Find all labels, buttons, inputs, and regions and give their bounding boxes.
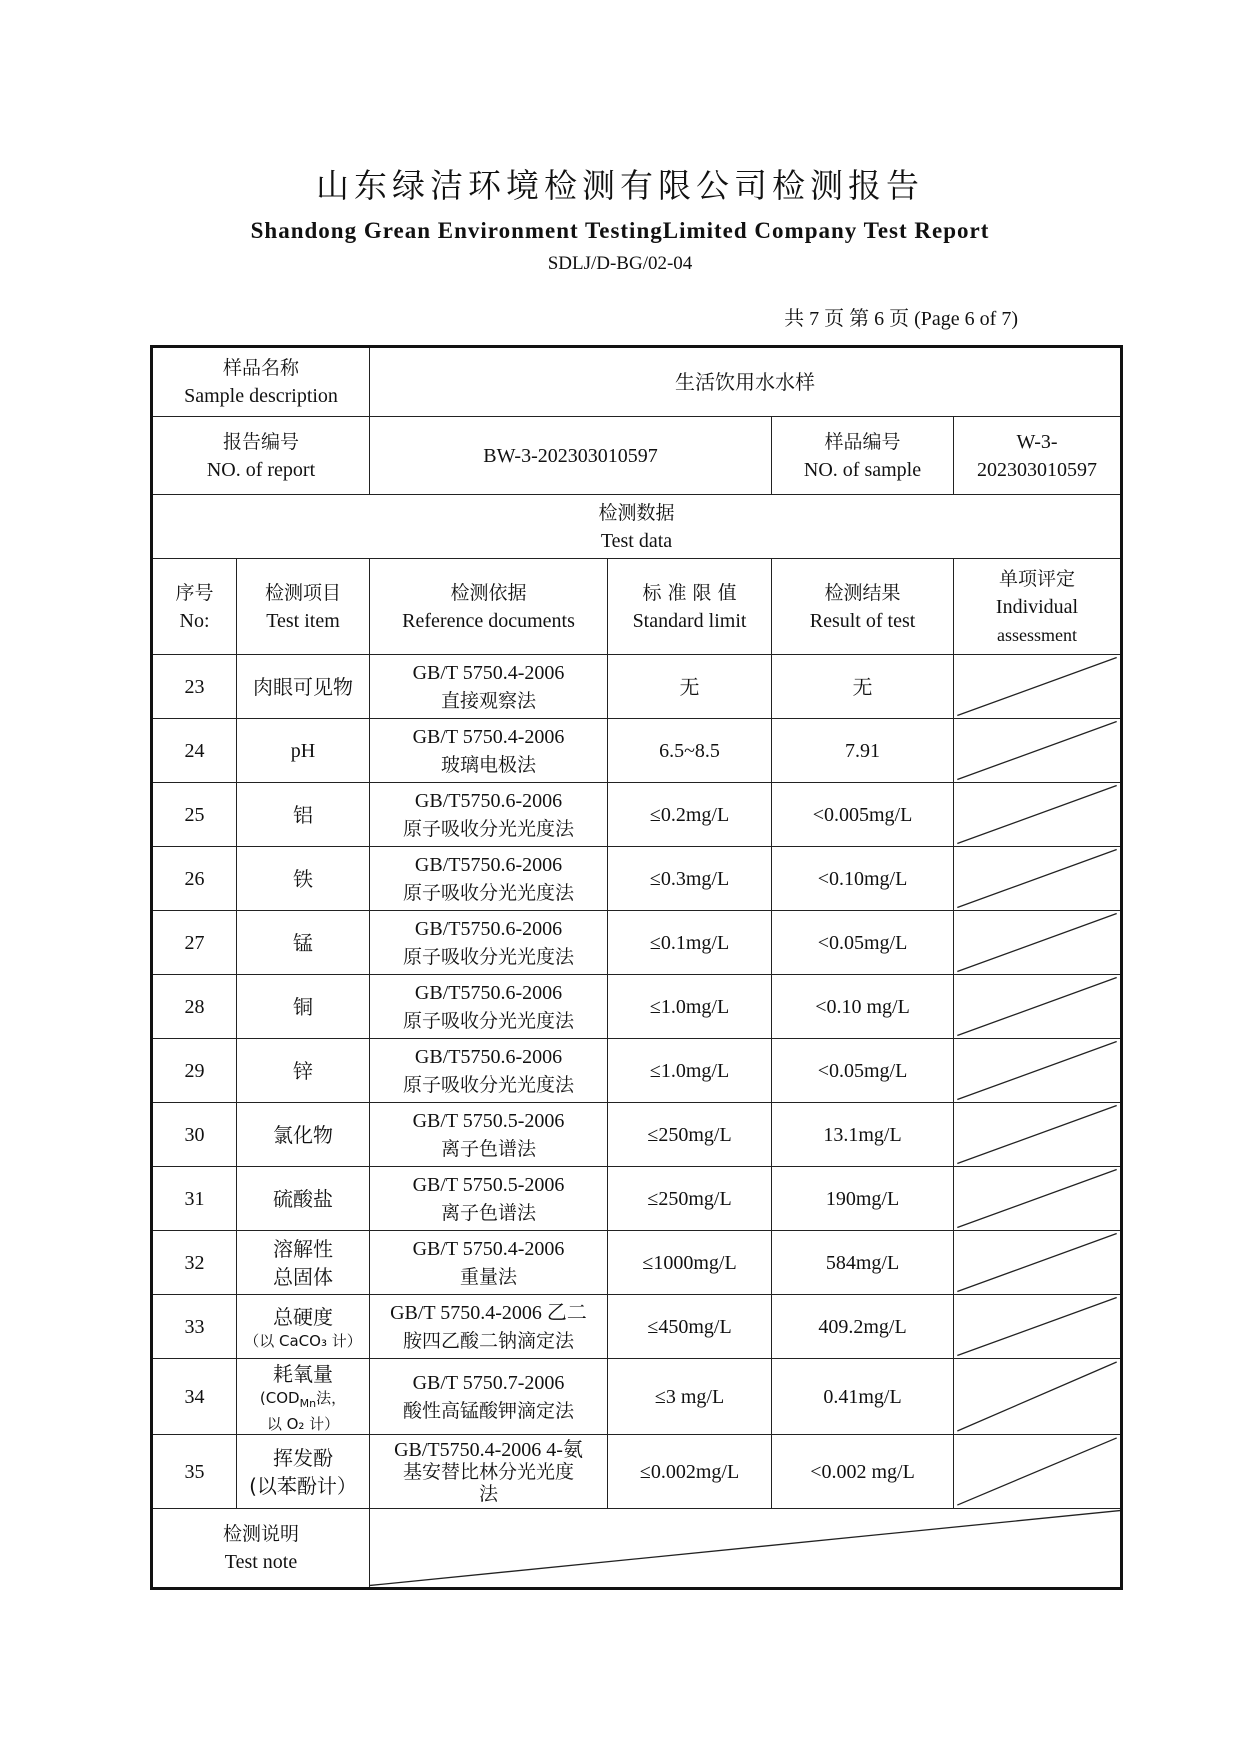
- diagonal-strike-icon: [954, 719, 1120, 782]
- reference-document: [370, 1295, 608, 1359]
- diagonal-strike-icon: [954, 847, 1120, 910]
- test-item-name: 铝: [293, 802, 313, 827]
- assessment-cell: [954, 847, 1122, 911]
- diagonal-strike-icon: [954, 1103, 1120, 1166]
- test-result: 409.2mg/L: [772, 1295, 954, 1359]
- table-row: [152, 1435, 1122, 1509]
- sample-no-label-cn: 样品编号: [824, 430, 901, 453]
- diagonal-strike-icon: [954, 783, 1120, 846]
- report-title-en: Shandong Grean Environment TestingLimited Company Test Report: [250, 218, 990, 243]
- reference-document: [370, 1167, 608, 1231]
- col-header-reference-cn: 检测依据: [450, 581, 527, 604]
- col-header-assessment: [954, 559, 1122, 655]
- reference-document: [370, 719, 608, 783]
- reference-line: 原子吸收分光光度法: [403, 817, 575, 840]
- sample-description-value: 生活饮用水水样: [370, 347, 1122, 417]
- column-header-row: [152, 559, 1122, 655]
- standard-limit: ≤250mg/L: [608, 1103, 772, 1167]
- page-info: 共 7 页 第 6 页 (Page 6 of 7): [784, 308, 1018, 330]
- test-item-subscript: Mn: [299, 1396, 317, 1410]
- diagonal-strike-icon: [954, 1039, 1120, 1102]
- diagonal-strike-icon: [954, 1295, 1120, 1358]
- row-number: 35: [152, 1435, 237, 1509]
- test-note-label-cell: [152, 1509, 370, 1589]
- reference-document: [370, 1103, 608, 1167]
- assessment-cell: [954, 655, 1122, 719]
- col-header-no: [152, 559, 237, 655]
- table-row: [152, 655, 1122, 719]
- test-item-name: 锌: [293, 1058, 313, 1083]
- col-header-assessment-en2: assessment: [997, 624, 1078, 645]
- col-header-assessment-en1: Individual: [995, 595, 1079, 618]
- reference-document: [370, 847, 608, 911]
- assessment-cell: [954, 975, 1122, 1039]
- reference-line: 直接观察法: [441, 689, 537, 712]
- reference-line: 原子吸收分光光度法: [403, 881, 575, 904]
- report-table: [150, 345, 1123, 1590]
- col-header-result: [772, 559, 954, 655]
- reference-document: [370, 655, 608, 719]
- reference-line: GB/T 5750.5-2006: [412, 1109, 565, 1132]
- row-number: 24: [152, 719, 237, 783]
- reference-document: [370, 1039, 608, 1103]
- test-item: [237, 847, 370, 911]
- report-no-label-en: NO. of report: [206, 458, 316, 481]
- test-item-name: 铜: [293, 994, 313, 1019]
- test-item-name: 锰: [293, 930, 313, 955]
- standard-limit: ≤0.2mg/L: [608, 783, 772, 847]
- reference-line: 基安替比林分光光度: [403, 1460, 575, 1483]
- col-header-limit: [608, 559, 772, 655]
- reference-document: [370, 975, 608, 1039]
- document-code: SDLJ/D-BG/02-04: [547, 253, 693, 274]
- col-header-item-cn: 检测项目: [265, 581, 342, 604]
- reference-line: 法: [479, 1482, 499, 1505]
- test-result: 584mg/L: [772, 1231, 954, 1295]
- diagonal-strike-icon: [954, 1167, 1120, 1230]
- test-item-qualifier-text: (COD: [259, 1388, 300, 1407]
- test-item-qualifier: (以苯酚计）: [249, 1473, 357, 1498]
- table-row: [152, 1103, 1122, 1167]
- report-title-cn: 山东绿洁环境检测有限公司检测报告: [316, 166, 924, 205]
- reference-line: GB/T 5750.4-2006: [412, 725, 565, 748]
- standard-limit: ≤0.1mg/L: [608, 911, 772, 975]
- table-row: [152, 783, 1122, 847]
- test-result: <0.005mg/L: [772, 783, 954, 847]
- test-note-label-cn: 检测说明: [223, 1523, 300, 1545]
- diagonal-strike-icon: [954, 655, 1120, 718]
- standard-limit: ≤1.0mg/L: [608, 975, 772, 1039]
- report-no-label-cn: 报告编号: [223, 430, 300, 453]
- table-row: [152, 1231, 1122, 1295]
- reference-line: GB/T5750.6-2006: [414, 853, 563, 876]
- section-title-row: [152, 495, 1122, 559]
- reference-line: 离子色谱法: [441, 1201, 537, 1224]
- reference-document: [370, 1359, 608, 1435]
- col-header-reference-en: Reference documents: [402, 609, 575, 632]
- col-header-reference: [370, 559, 608, 655]
- test-result: 0.41mg/L: [772, 1359, 954, 1435]
- section-title-cn: 检测数据: [598, 501, 675, 524]
- reference-line: 酸性高锰酸钾滴定法: [403, 1399, 575, 1422]
- assessment-cell: [954, 719, 1122, 783]
- row-number: 28: [152, 975, 237, 1039]
- report-number-row: [152, 417, 1122, 495]
- reference-document: [370, 783, 608, 847]
- test-item: [237, 719, 370, 783]
- test-result: <0.05mg/L: [772, 911, 954, 975]
- assessment-cell: [954, 1295, 1122, 1359]
- sample-label-cell: [152, 347, 370, 417]
- reference-line: 原子吸收分光光度法: [403, 945, 575, 968]
- test-item-name: 耗氧量: [273, 1361, 333, 1386]
- row-number: 31: [152, 1167, 237, 1231]
- test-item-name: 铁: [293, 866, 313, 891]
- row-number: 23: [152, 655, 237, 719]
- section-title-cell: [152, 495, 1122, 559]
- standard-limit: ≤1000mg/L: [608, 1231, 772, 1295]
- test-item-qualifier: 总固体: [273, 1264, 333, 1289]
- reference-line: GB/T5750.6-2006: [414, 789, 563, 812]
- standard-limit: ≤0.002mg/L: [608, 1435, 772, 1509]
- row-number: 27: [152, 911, 237, 975]
- reference-line: 离子色谱法: [441, 1137, 537, 1160]
- col-header-limit-cn: 标 准 限 值: [642, 581, 737, 604]
- sample-label-en: Sample description: [184, 385, 338, 407]
- table-row: [152, 1039, 1122, 1103]
- test-result: 190mg/L: [772, 1167, 954, 1231]
- sample-description-row: [152, 347, 1122, 417]
- test-item-qualifier-line2: 以 O₂ 计）: [266, 1414, 340, 1433]
- test-item: [237, 975, 370, 1039]
- assessment-cell: [954, 1039, 1122, 1103]
- test-item: [237, 1435, 370, 1509]
- reference-line: 重量法: [460, 1265, 518, 1288]
- test-result: <0.05mg/L: [772, 1039, 954, 1103]
- standard-limit: 无: [608, 655, 772, 719]
- test-result: 13.1mg/L: [772, 1103, 954, 1167]
- test-item: [237, 1167, 370, 1231]
- col-header-result-en: Result of test: [809, 609, 916, 632]
- assessment-cell: [954, 1359, 1122, 1435]
- table-row: [152, 847, 1122, 911]
- col-header-result-cn: 检测结果: [824, 581, 901, 604]
- standard-limit: ≤0.3mg/L: [608, 847, 772, 911]
- col-header-no-cn: 序号: [175, 581, 214, 604]
- assessment-cell: [954, 1103, 1122, 1167]
- col-header-item: [237, 559, 370, 655]
- col-header-limit-en: Standard limit: [632, 609, 747, 632]
- diagonal-strike-icon: [954, 1435, 1120, 1508]
- reference-document: [370, 1231, 608, 1295]
- reference-line: GB/T5750.6-2006: [414, 1045, 563, 1068]
- test-item-name: 肉眼可见物: [253, 674, 353, 699]
- test-item: [237, 1295, 370, 1359]
- table-row: [152, 1295, 1122, 1359]
- test-item-name: 总硬度: [273, 1304, 333, 1329]
- col-header-no-en: No:: [179, 609, 210, 632]
- sample-label-cn: 样品名称: [223, 357, 300, 379]
- reference-line: GB/T5750.6-2006: [414, 917, 563, 940]
- standard-limit: ≤3 mg/L: [608, 1359, 772, 1435]
- reference-line: GB/T 5750.5-2006: [412, 1173, 565, 1196]
- test-result: 7.91: [772, 719, 954, 783]
- reference-line: 原子吸收分光光度法: [403, 1073, 575, 1096]
- reference-line: GB/T 5750.7-2006: [412, 1371, 565, 1394]
- row-number: 34: [152, 1359, 237, 1435]
- reference-line: GB/T5750.6-2006: [414, 981, 563, 1004]
- reference-line: GB/T 5750.4-2006: [412, 1237, 565, 1260]
- sample-no-label-en: NO. of sample: [803, 458, 922, 481]
- reference-line: 玻璃电极法: [441, 753, 537, 776]
- diagonal-strike-icon: [954, 911, 1120, 974]
- standard-limit: 6.5~8.5: [608, 719, 772, 783]
- row-number: 33: [152, 1295, 237, 1359]
- diagonal-strike-icon: [370, 1509, 1120, 1587]
- reference-document: [370, 911, 608, 975]
- table-row: [152, 975, 1122, 1039]
- table-row: [152, 1167, 1122, 1231]
- test-item: [237, 911, 370, 975]
- test-item-name: pH: [290, 739, 316, 762]
- reference-line: 原子吸收分光光度法: [403, 1009, 575, 1032]
- diagonal-strike-icon: [954, 1359, 1120, 1434]
- test-item: [237, 783, 370, 847]
- test-item-qualifier-suffix: 法，: [316, 1388, 347, 1407]
- test-item-name: 挥发酚: [273, 1445, 333, 1470]
- test-item-name: 溶解性: [273, 1236, 333, 1261]
- test-result: 无: [772, 655, 954, 719]
- row-number: 25: [152, 783, 237, 847]
- test-item: [237, 1103, 370, 1167]
- test-item-qualifier: [241, 1388, 365, 1414]
- reference-line: GB/T 5750.4-2006: [412, 661, 565, 684]
- report-no-label-cell: [152, 417, 370, 495]
- row-number: 29: [152, 1039, 237, 1103]
- test-item: [237, 1039, 370, 1103]
- test-note-row: [152, 1509, 1122, 1589]
- test-item-name: 氯化物: [273, 1122, 333, 1147]
- row-number: 30: [152, 1103, 237, 1167]
- standard-limit: ≤250mg/L: [608, 1167, 772, 1231]
- table-row: [152, 911, 1122, 975]
- table-row: [152, 719, 1122, 783]
- test-item: [237, 1231, 370, 1295]
- test-result: <0.10mg/L: [772, 847, 954, 911]
- sample-no-label-cell: [772, 417, 954, 495]
- test-item-name: 硫酸盐: [273, 1186, 333, 1211]
- col-header-item-en: Test item: [266, 609, 340, 632]
- table-row: [152, 1359, 1122, 1435]
- reference-line: GB/T 5750.4-2006 乙二: [390, 1301, 587, 1324]
- standard-limit: ≤450mg/L: [608, 1295, 772, 1359]
- standard-limit: ≤1.0mg/L: [608, 1039, 772, 1103]
- reference-line: 胺四乙酸二钠滴定法: [403, 1329, 575, 1352]
- assessment-cell: [954, 783, 1122, 847]
- assessment-cell: [954, 911, 1122, 975]
- row-number: 32: [152, 1231, 237, 1295]
- assessment-cell: [954, 1435, 1122, 1509]
- sample-no-value: W-3-202303010597: [954, 417, 1122, 495]
- reference-document: [370, 1435, 608, 1509]
- diagonal-strike-icon: [954, 1231, 1120, 1294]
- assessment-cell: [954, 1167, 1122, 1231]
- test-item: [237, 655, 370, 719]
- test-note-label-en: Test note: [224, 1551, 298, 1573]
- report-no-value: BW-3-202303010597: [370, 417, 772, 495]
- col-header-assessment-cn: 单项评定: [999, 567, 1076, 590]
- assessment-cell: [954, 1231, 1122, 1295]
- reference-line: GB/T5750.4-2006 4-氨: [394, 1438, 583, 1461]
- row-number: 26: [152, 847, 237, 911]
- diagonal-strike-icon: [954, 975, 1120, 1038]
- test-item-qualifier: （以 CaCO₃ 计）: [244, 1331, 362, 1350]
- test-result: <0.10 mg/L: [772, 975, 954, 1039]
- section-title-en: Test data: [600, 529, 673, 552]
- test-item: [237, 1359, 370, 1435]
- test-result: <0.002 mg/L: [772, 1435, 954, 1509]
- test-note-value: [370, 1509, 1122, 1589]
